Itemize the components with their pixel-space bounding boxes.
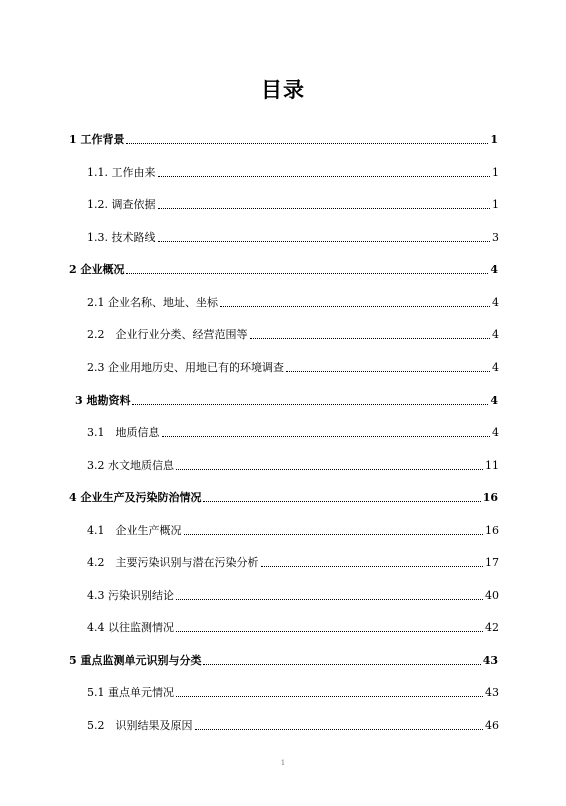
toc-leader-dots [158, 207, 491, 209]
toc-entry-page: 43 [482, 654, 498, 667]
toc-entry-4-3[interactable] [87, 587, 499, 603]
toc-leader-dots [220, 305, 490, 307]
toc-leader-dots [126, 272, 488, 274]
toc-title: 目录 [261, 78, 305, 102]
toc-entry-text: 1 工作背景 [69, 133, 125, 146]
toc-leader-dots [126, 142, 488, 144]
toc-entry-text: 2.3 企业用地历史、用地已有的环境调查 [87, 361, 284, 374]
toc-entry-4-4[interactable] [87, 619, 499, 635]
toc-entry-page: 46 [485, 719, 499, 732]
toc-leader-dots [176, 598, 483, 600]
toc-entry-page: 4 [490, 394, 498, 407]
toc-entry-1-1[interactable] [87, 164, 499, 180]
toc-entry-5-2[interactable] [87, 717, 499, 733]
toc-entry-text: 4.4 以往监测情况 [87, 621, 174, 634]
toc-entry-page: 16 [485, 524, 499, 537]
toc-entry-text: 5.1 重点单元情况 [87, 686, 174, 699]
toc-entry-2-3[interactable] [87, 359, 499, 375]
toc-leader-dots [176, 630, 483, 632]
toc-entry-text: 5.2 识别结果及原因 [87, 719, 193, 732]
toc-entry-2-2[interactable] [87, 326, 499, 342]
toc-entry-text: 3.2 水文地质信息 [87, 459, 174, 472]
toc-entry-text: 3.1 地质信息 [87, 426, 160, 439]
page-number: 1 [280, 759, 286, 767]
toc-leader-dots [162, 435, 491, 437]
toc-entry-page: 4 [492, 426, 499, 439]
toc-leader-dots [158, 175, 491, 177]
toc-entry-page: 40 [485, 589, 499, 602]
toc-entry-page: 16 [482, 491, 498, 504]
toc-leader-dots [261, 565, 484, 567]
toc-entry-text: 3 地勘资料 [75, 394, 131, 407]
toc-leader-dots [286, 370, 490, 372]
toc-entry-3[interactable] [75, 392, 498, 408]
toc-leader-dots [158, 240, 491, 242]
toc-entry-text: 1.3. 技术路线 [87, 231, 156, 244]
toc-entry-page: 1 [492, 198, 499, 211]
toc-entry-text: 4.3 污染识别结论 [87, 589, 174, 602]
toc-entry-4-2[interactable] [87, 554, 499, 570]
toc-entry-4[interactable] [69, 489, 498, 505]
toc-entry-text: 1.2. 调查依据 [87, 198, 156, 211]
toc-leader-dots [203, 663, 480, 665]
toc-leader-dots [184, 533, 484, 535]
toc-entry-5[interactable] [69, 652, 498, 668]
toc-entry-text: 4.2 主要污染识别与潜在污染分析 [87, 556, 259, 569]
toc-entry-text: 2.1 企业名称、地址、坐标 [87, 296, 218, 309]
toc-entry-2-1[interactable] [87, 294, 499, 310]
toc-leader-dots [132, 403, 488, 405]
toc-entry-text: 4 企业生产及污染防治情况 [69, 491, 202, 504]
toc-entry-page: 1 [492, 166, 499, 179]
toc-entry-3-1[interactable] [87, 424, 499, 440]
toc-entry-2[interactable] [69, 261, 498, 277]
toc-entry-page: 11 [485, 459, 499, 472]
toc-entry-page: 4 [492, 328, 499, 341]
toc-entry-text: 1.1. 工作由来 [87, 166, 156, 179]
toc-entry-text: 4.1 企业生产概况 [87, 524, 182, 537]
toc-entry-page: 3 [492, 231, 499, 244]
toc-leader-dots [195, 728, 484, 730]
toc-entry-page: 4 [492, 296, 499, 309]
toc-entry-page: 4 [490, 263, 498, 276]
toc-entry-text: 2.2 企业行业分类、经营范围等 [87, 328, 248, 341]
toc-entry-text: 5 重点监测单元识别与分类 [69, 654, 202, 667]
toc-entry-1-2[interactable] [87, 196, 499, 212]
toc-entry-page: 4 [492, 361, 499, 374]
toc-leader-dots [203, 500, 480, 502]
toc-entry-5-1[interactable] [87, 684, 499, 700]
toc-leader-dots [176, 468, 483, 470]
toc-entry-text: 2 企业概况 [69, 263, 125, 276]
toc-entry-page: 17 [485, 556, 499, 569]
toc-entry-page: 42 [485, 621, 499, 634]
toc-leader-dots [176, 695, 483, 697]
toc-entry-4-1[interactable] [87, 522, 499, 538]
toc-leader-dots [250, 337, 491, 339]
toc-entry-page: 43 [485, 686, 499, 699]
toc-entry-page: 1 [490, 133, 498, 146]
toc-entry-1-3[interactable] [87, 229, 499, 245]
toc-entry-1[interactable] [69, 131, 498, 147]
toc-entry-3-2[interactable] [87, 457, 499, 473]
